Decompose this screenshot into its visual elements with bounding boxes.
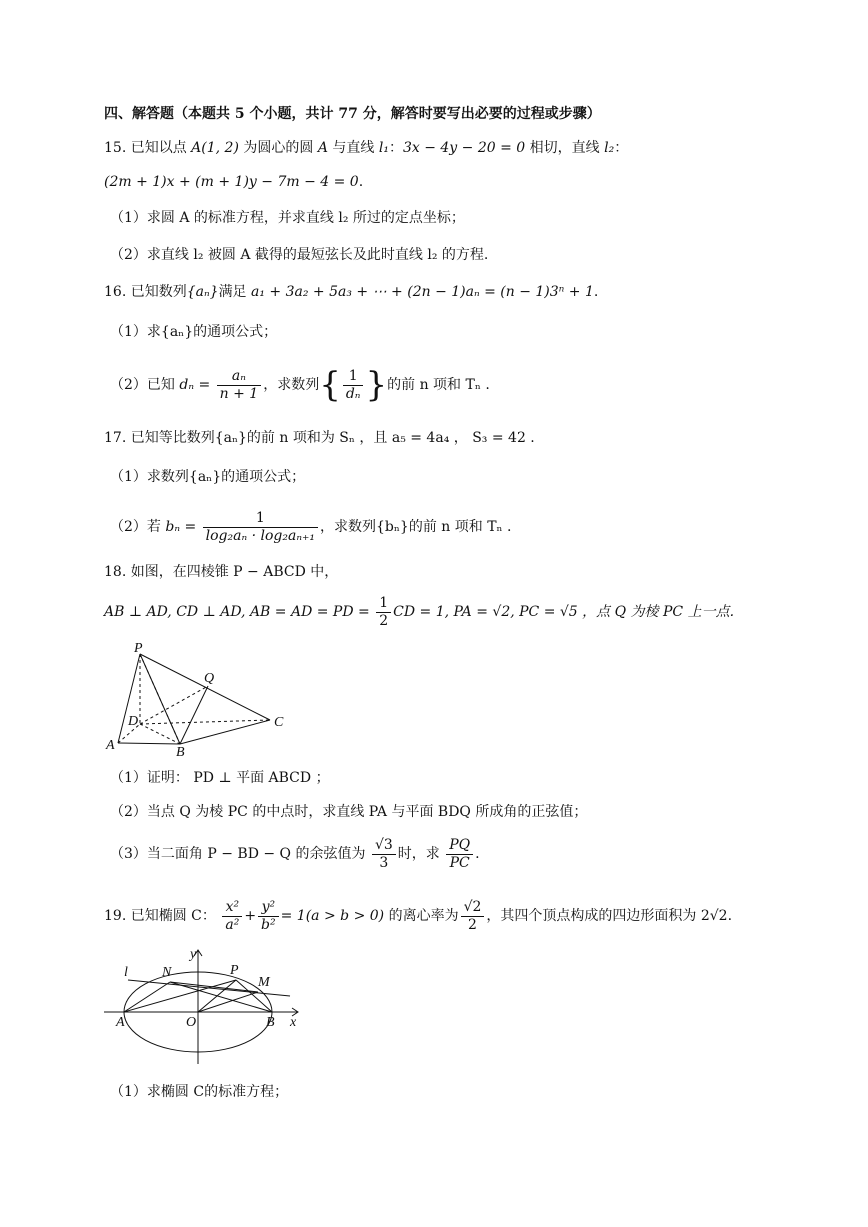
q18-cos-fraction: $\frac{√3}{3}$ [372, 837, 396, 872]
label-C: C [274, 715, 284, 730]
pyramid-figure [100, 640, 300, 765]
q17-stem: 17. 已知等比数列{aₙ}的前 n 项和为 Sₙ ，且 a₅ = 4a₄ ， S₃ = 42 . [104, 430, 535, 446]
q17-b-fraction: $\frac{1}{\text{log₂aₙ · log₂aₙ₊₁}}$ [203, 510, 318, 545]
q16-d-fraction: $\frac{\text{aₙ}}{n + 1}$ [217, 368, 262, 403]
q15-line-eq: (2m + 1)x + (m + 1)y − 7m − 4 = 0. [104, 174, 364, 190]
label-l: l [124, 965, 128, 980]
label-N: N [162, 965, 172, 980]
q15-stem: 15. 已知以点 A(1, 2) 为圆心的圆 A 与直线 l₁：3x − 4y − 20 = 0 相切，直线 l₂： [104, 140, 629, 156]
left-brace: { [319, 365, 341, 405]
q16-part2: （2）已知 dₙ = $\frac{\text{aₙ}}{n + 1}$ ，求数列{ $\frac{1}{\text{dₙ}}$ }的前 n 项和 Tₙ . [110, 365, 490, 405]
q18-part3: （3）当二面角 P − BD − Q 的余弦值为 $\frac{√3}{3}$ 时，求 $\frac{PQ}{PC}$ . [110, 836, 480, 871]
q18-part1: （1）证明： PD ⊥ 平面 ABCD ； [110, 770, 330, 786]
q17-part2: （2）若 bₙ = $\frac{1}{\text{log₂aₙ · log₂aₙ₊₁}}$ ，求数列{bₙ}的前 n 项和 Tₙ . [110, 509, 512, 544]
section-title: 四、解答题（本题共 5 个小题，共计 77 分，解答时要写出必要的过程或步骤） [104, 106, 601, 122]
q18-half-fraction: $\frac{1}{2}$ [376, 595, 391, 630]
q15-part2: （2）求直线 l₂ 被圆 A 截得的最短弦长及此时直线 l₂ 的方程. [110, 247, 489, 263]
q19-e-fraction: $\frac{√2}{2}$ [461, 899, 485, 934]
label-O: O [186, 1015, 197, 1030]
q18-stem: 18. 如图，在四棱锥 P − ABCD 中， [104, 564, 339, 580]
q15-part1: （1）求圆 A 的标准方程，并求直线 l₂ 所过的定点坐标； [110, 210, 465, 226]
q16-reciprocal-fraction: $\frac{1}{\text{dₙ}}$ [343, 368, 364, 403]
q19-x-fraction: $\frac{\text{x²}}{\text{a²}}$ [222, 899, 242, 934]
q18-part2: （2）当点 Q 为棱 PC 的中点时，求直线 PA 与平面 BDQ 所成角的正弦值； [110, 804, 588, 820]
label-D: D [128, 714, 139, 729]
label-x-axis: x [290, 1015, 297, 1030]
q19-y-fraction: $\frac{\text{y²}}{\text{b²}}$ [258, 899, 279, 934]
label-B2: B [266, 1015, 275, 1030]
q17-part1: （1）求数列{aₙ}的通项公式； [110, 469, 306, 485]
q18-ratio-fraction: $\frac{PQ}{PC}$ [446, 837, 473, 872]
q19-part1: （1）求椭圆 C的标准方程； [110, 1084, 289, 1100]
label-P: P [134, 641, 143, 656]
label-M: M [258, 975, 270, 990]
label-A: A [106, 738, 115, 753]
label-P2: P [230, 963, 239, 978]
label-y-axis: y [190, 947, 197, 962]
q16-part1: （1）求{aₙ}的通项公式； [110, 324, 278, 340]
ellipse-figure [100, 944, 310, 1069]
label-B: B [176, 745, 185, 760]
q16-stem: 16. 已知数列{aₙ}满足 a₁ + 3a₂ + 5a₃ + ⋯ + (2n − 1)aₙ = (n − 1)3ⁿ + 1. [104, 284, 599, 300]
right-brace: } [365, 365, 388, 405]
label-A2: A [116, 1015, 125, 1030]
label-Q: Q [204, 671, 215, 686]
q18-conditions: AB ⊥ AD, CD ⊥ AD, AB = AD = PD = $\frac{1}{2}$ CD = 1, PA = √2, PC = √5 ，点 Q 为棱 PC 上一点. [104, 594, 735, 629]
q19-stem: 19. 已知椭圆 C： $\frac{\text{x²}}{\text{a²}}$ + $\frac{\text{y²}}{\text{b²}}$ = 1(a > b > 0) 的离心率为 $\frac{√2}{2}$ ，其四个顶点构成的四边形面积为 2√2. [104, 898, 733, 933]
